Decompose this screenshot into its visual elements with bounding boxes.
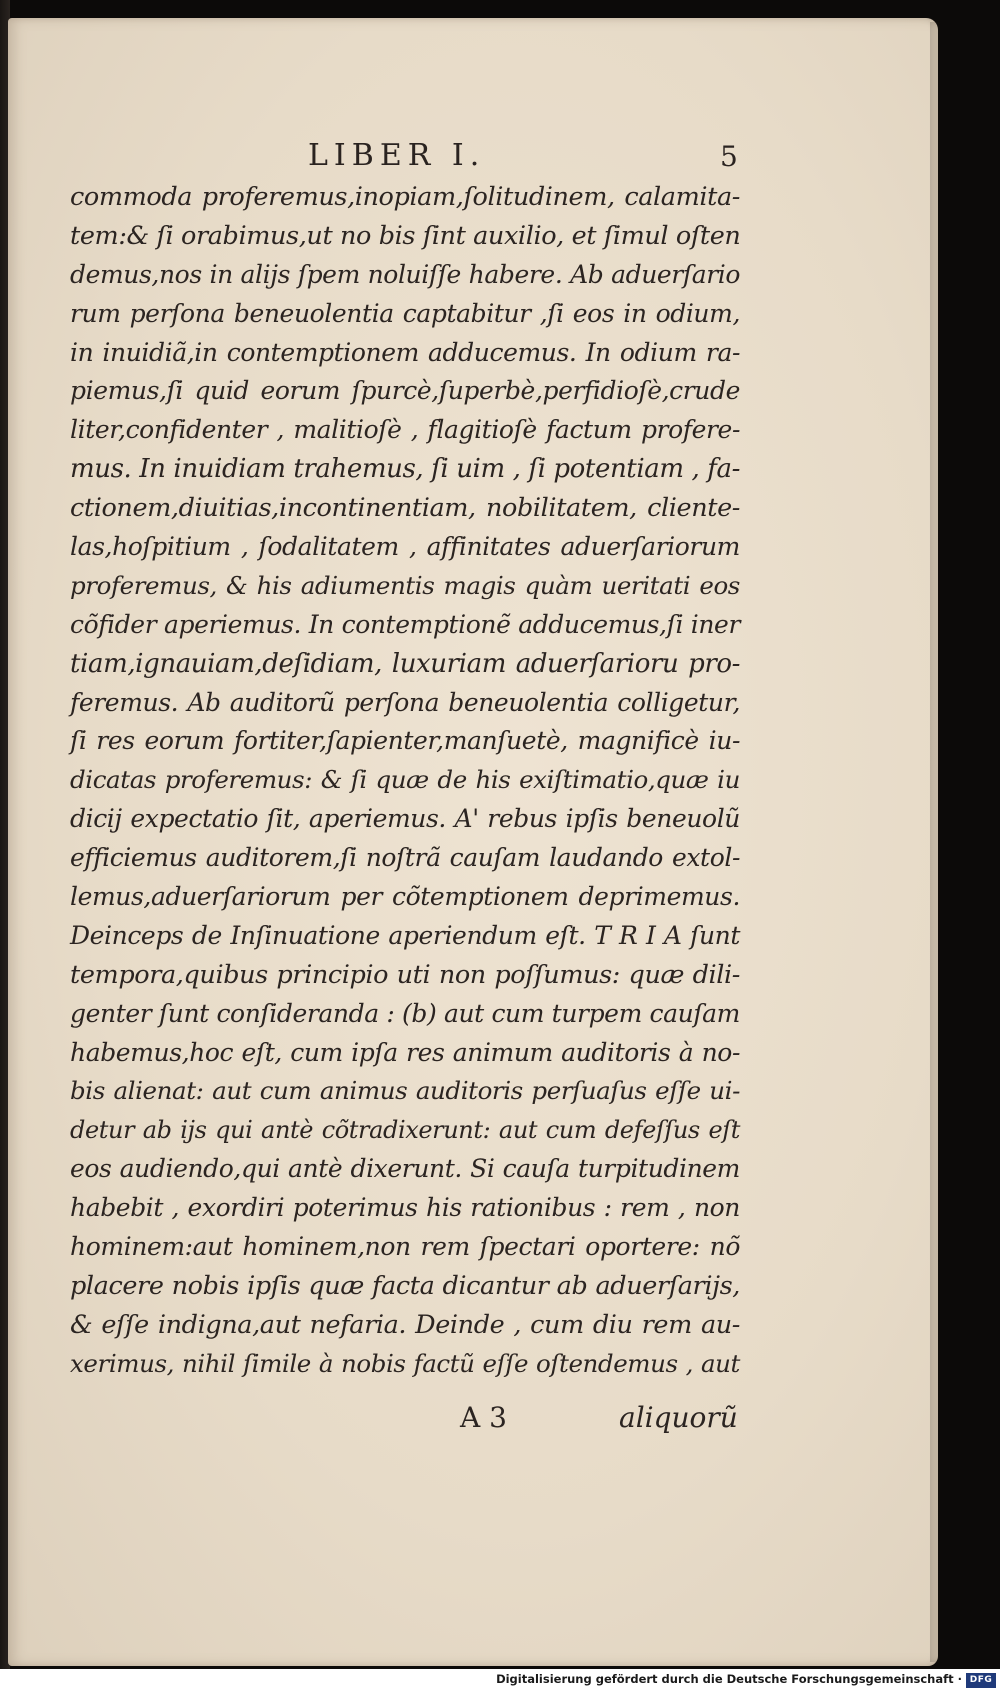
text-line: placere nobis ipſis quæ facta dicantur ab aduerſarijs, [70,1270,740,1301]
text-line: habemus,hoc eſt, cum ipſa res animum auditoris à no- [70,1037,740,1067]
text-line: Deinceps de Inſinuatione aperiendum eſt. T R I A ſunt [70,920,740,950]
text-line: & eſſe indigna,aut nefaria. Deinde , cum diu rem au- [70,1309,740,1340]
text-line: hominem:aut hominem,non rem ſpectari oportere: nõ [70,1232,740,1262]
text-line: detur ab ijs qui antè cõtradixerunt: aut cum defeſſus eſt [70,1116,740,1145]
signature-row [8,1401,938,1441]
digitization-footer [0,1669,1000,1693]
dfg-logo-icon: DFG [966,1673,996,1688]
text-line: genter ſunt conſideranda : (b) aut cum turpem cauſam [70,998,740,1028]
text-line: ctionem,diuitias,incontinentiam, nobilitatem, cliente- [70,493,740,524]
text-line: efficiemus auditorem,ſi noſtrã cauſam laudando extol- [70,843,740,873]
text-line: in inuidiã,in contemptionem adducemus. In odium ra- [70,337,740,367]
text-line: mus. In inuidiam trahemus, ſi uim , ſi potentiam , fa- [70,454,740,485]
running-title: LIBER I. [308,138,486,173]
text-line: rum perſona beneuolentia captabitur ,ſi eos in odium, [70,298,740,328]
text-line: proferemus, & his adiumentis magis quàm ueritati eos [70,570,740,600]
text-line: habebit , exordiri poterimus his rationibus : rem , non [70,1193,740,1223]
text-line: cõfider aperiemus. In contemptionẽ adducemus,ſi iner [70,609,740,639]
text-line: xerimus, nihil ſimile à nobis factũ eſſe oſtendemus , aut [70,1348,740,1378]
text-line: ſi res eorum fortiter,ſapienter,manſuetè, magnificè iu- [70,726,740,756]
text-line: piemus,ſi quid eorum ſpurcè,ſuperbè,perfidioſè,crude [70,376,740,406]
text-line: eos audiendo,qui antè dixerunt. Si cauſa turpitudinem [70,1154,740,1184]
catchword: aliquorũ [619,1401,738,1434]
text-line: commoda proferemus,inopiam,ſolitudinem, calamita- [70,182,740,212]
page-edge-shadow [930,22,940,1662]
text-line: dicij expectatio ſit, aperiemus. A' rebus ipſis beneuolũ [70,804,740,834]
text-line: dicatas proferemus: & ſi quæ de his exiſtimatio,quæ iu [70,765,740,795]
body-text [70,178,740,1384]
book-page [8,18,938,1666]
text-line: lemus,aduerſariorum per cõtemptionem deprimemus. [70,882,740,912]
page-number: 5 [720,140,738,173]
text-line: las,hoſpitium , ſodalitatem , affinitates aduerſariorum [70,532,740,562]
funding-credit: Digitalisierung gefördert durch die Deutsche Forschungsgemeinschaft · [496,1672,962,1686]
text-line: liter,confidenter , malitioſè , flagitioſè factum profere- [70,415,740,445]
text-line: feremus. Ab auditorũ perſona beneuolentia colligetur, [70,687,740,717]
signature-mark: A 3 [460,1401,507,1434]
text-line: demus,nos in alijs ſpem noluiſſe habere. Ab aduerſario [70,259,740,289]
text-line: tempora,quibus principio uti non poſſumus: quæ dili- [70,959,740,990]
text-line: tem:& ſi orabimus,ut no bis ſint auxilio, et ſimul oſten [70,220,741,251]
text-line: bis alienat: aut cum animus auditoris perſuaſus eſſe ui- [70,1076,740,1106]
text-line: tiam,ignauiam,deſidiam, luxuriam aduerſarioru pro- [70,648,740,679]
running-head [8,138,938,178]
